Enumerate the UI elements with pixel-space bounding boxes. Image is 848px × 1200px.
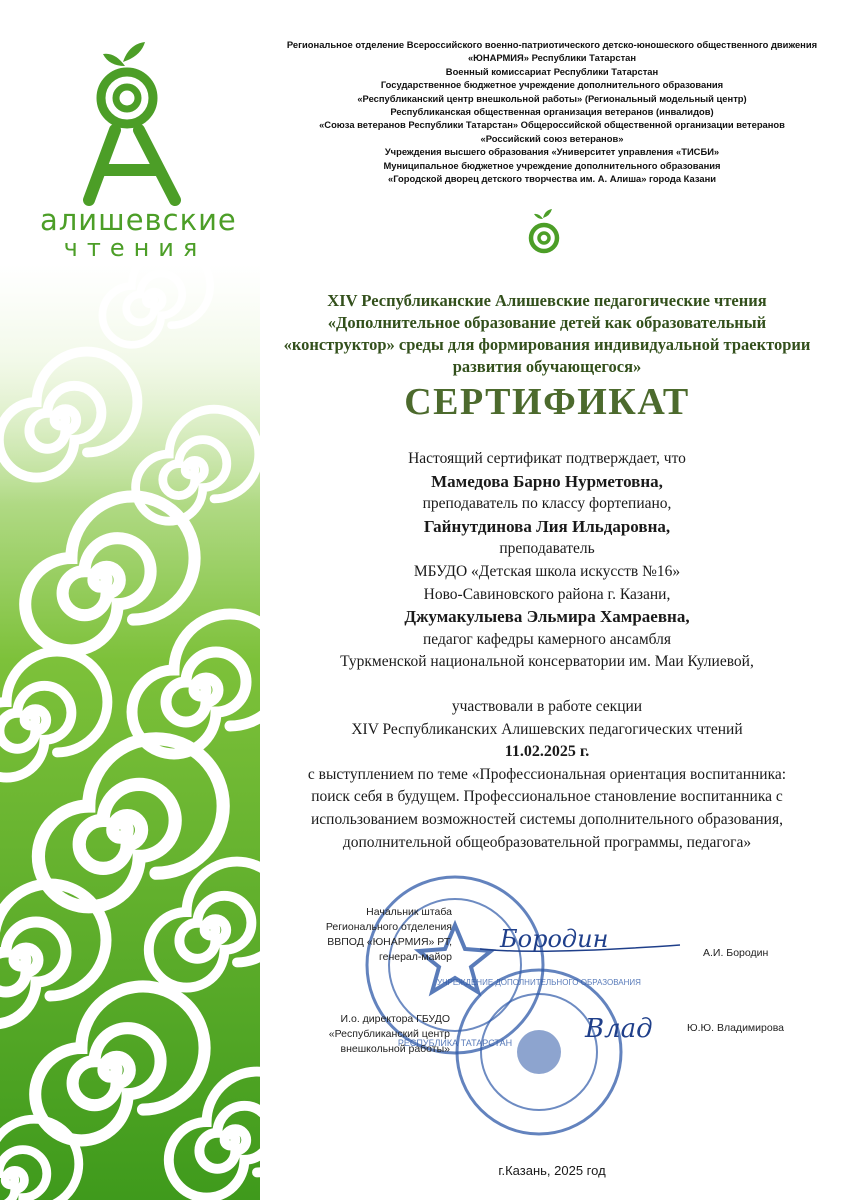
org-line: «ЮНАРМИЯ» Республики Татарстан — [467, 52, 637, 64]
participated-text: участвовали в работе секции — [451, 697, 643, 715]
signatory-title-line: внешкольной работы» — [340, 1043, 450, 1055]
svg-text:Бородин: Бородин — [500, 925, 609, 953]
org-line: «Союза ветеранов Республики Татарстан» Общероссийской общественной организации ветеранов — [319, 119, 785, 131]
recipient-org-2-line2: Ново-Савиновского района г. Казани, — [423, 585, 671, 603]
org-line: «Городской дворец детского творчества им. А. Алиша» города Казани — [388, 173, 716, 185]
signatory-title-line: И.о. директора ГБУДО — [340, 1013, 450, 1025]
recipient-role-2: преподаватель — [499, 540, 595, 558]
topic-line: с выступлением по теме «Профессиональная ориентация воспитанника: — [307, 765, 787, 783]
intro-text: Настоящий сертификат подтверждает, что — [408, 450, 686, 467]
stamp2-text: УЧРЕЖДЕНИЕ ДОПОЛНИТЕЛЬНОГО ОБРАЗОВАНИЯ — [437, 978, 641, 987]
event-title-line: развития обучающегося» — [452, 357, 642, 376]
signatory-1-name: А.И. Бородин — [703, 947, 769, 959]
signature-2 — [575, 1005, 685, 1050]
logo-apple-a-icon — [75, 40, 195, 205]
event-title — [262, 290, 832, 378]
recipient-org-3: Туркменской национальной консерватории им. Маи Кулиевой, — [340, 653, 754, 671]
stamp1-text: РЕСПУБЛИКА ТАТАРСТАН — [397, 1038, 513, 1048]
org-line: Военный комиссариат Республики Татарстан — [445, 65, 659, 77]
small-apple-icon — [528, 208, 560, 256]
recipient-name-1: Мамедова Барно Нурметовна, — [431, 471, 663, 491]
topic-line: дополнительной общеобразовательной программы, педагога» — [342, 833, 752, 851]
org-line: Республиканская общественная организация ветеранов (инвалидов) — [390, 106, 714, 118]
svg-text:Влад: Влад — [585, 1014, 653, 1044]
signatory-1-title — [302, 905, 452, 965]
org-line: «Республиканский центр внешкольной работы» (Региональный модельный центр) — [357, 92, 747, 104]
org-line: Региональное отделение Всероссийского военно-патриотического детско-юношеского общественного движения — [286, 39, 818, 50]
recipient-role-3: педагог кафедры камерного ансамбля — [422, 630, 672, 648]
logo-text-line2: чтения — [63, 234, 207, 262]
topic-line: использованием возможностей системы дополнительного образования, — [311, 810, 783, 828]
signatory-2-title — [296, 1012, 450, 1057]
signatory-title-line: генерал-майор — [379, 951, 452, 963]
recipient-name-3: Джумакулыева Эльмира Хамраевна, — [404, 607, 690, 627]
recipient-org-2-line1: МБУДО «Детская школа искусств №16» — [413, 562, 681, 580]
org-line: Учреждения высшего образования «Университет управления «ТИСБИ» — [384, 146, 720, 158]
recipient-name-2: Гайнутдинова Лия Ильдаровна, — [423, 516, 671, 536]
logo-text-line1: алишевские — [40, 203, 237, 237]
signatory-2-name: Ю.Ю. Владимирова — [687, 1022, 784, 1034]
event-title-line: «Дополнительное образование детей как образовательный — [327, 313, 767, 332]
event-reference: XIV Республиканских Алишевских педагогических чтений — [351, 720, 743, 738]
footer-city-year: г.Казань, 2025 год — [498, 1163, 606, 1178]
signature-1 — [470, 915, 690, 960]
event-title-line: XIV Республиканские Алишевские педагогические чтения — [327, 291, 767, 310]
certificate-body — [262, 448, 832, 854]
alishevskie-chteniya-logo — [40, 40, 237, 262]
certificate-title: СЕРТИФИКАТ — [404, 381, 690, 423]
recipient-role-1: преподаватель по классу фортепиано, — [422, 495, 672, 513]
small-apple-logo — [528, 208, 560, 261]
org-line: Муниципальное бюджетное учреждение дополнительного образования — [383, 159, 721, 171]
org-line: Государственное бюджетное учреждение дополнительного образования — [380, 79, 724, 91]
signatory-title-line: ВВПОД «ЮНАРМИЯ» РТ, — [327, 936, 452, 948]
signatory-title-line: Начальник штаба — [366, 906, 452, 918]
event-title-line: «конструктор» среды для формирования индивидуальной траектории — [283, 335, 811, 354]
org-line: «Российский союз ветеранов» — [480, 132, 624, 144]
signatory-title-line: Регионального отделения — [325, 921, 452, 933]
topic-line: поиск себя в будущем. Профессиональное становление воспитанника с — [311, 788, 783, 806]
organizations-header — [262, 38, 842, 185]
signatory-title-line: «Республиканский центр — [328, 1028, 450, 1040]
event-date: 11.02.2025 г. — [504, 743, 590, 761]
rcvr-stamp — [437, 965, 641, 1140]
